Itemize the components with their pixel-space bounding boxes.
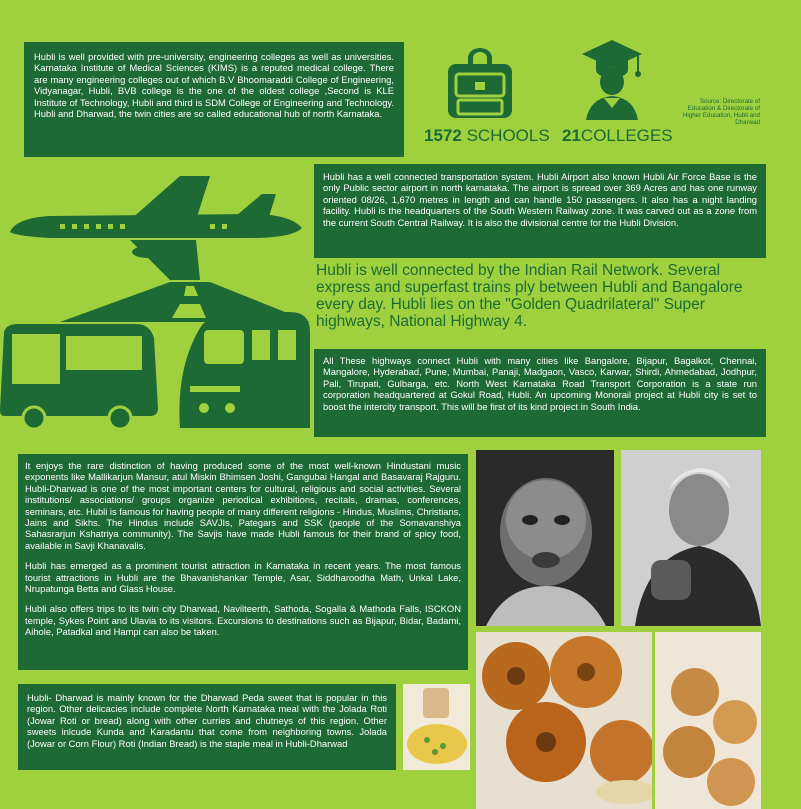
- food-text-box: [18, 684, 396, 770]
- highway-paragraph: All These highways connect Hubli with many cities like Bangalore, Bijapur, Bagalkot, Chennai, Mangalore, Hyderabad, Pune, Mumbai, Panaji, Madgaon, Vasco, Karwar, Shirdi, Ahmedabad, Jodhpur, Pali, Tirupati, Gulbarga, etc. North West Karnataka Road Transport Corporation is a state run corporation headquartered at Gokul Road, Hubli. An upcoming Monorail project at Hubli city is set to boost the intercity transport. This will be first of its kind project in South India.: [323, 355, 757, 412]
- colleges-count: 21: [562, 126, 581, 145]
- colleges-stat: [562, 126, 673, 146]
- airport-paragraph: Hubli has a well connected transportation system. Hubli Airport also known Hubli Air Force Base is the only Public sector airport in north karnataka. The airport is spread over 369 Acres and has one runway oriented 08/26, 1,670 metres in length and can handle 150 passengers. It also has a night landing facility. Hubli is the headquarters of the South Western Railway zone. It was carved out as a zone from the current South Central Railway. It is also the divisional centre for the Hubli Division.: [323, 171, 757, 228]
- rail-headline: Hubli is well connected by the Indian Rail Network. Several express and superfast trains ply between Hubli and Bangalore every day. Hubli lies on the "Golden Quadrilateral" Super highways, National Highway 4.: [316, 262, 743, 330]
- musician-portrait-1: [476, 450, 614, 626]
- peda-sweets-photo: [655, 632, 761, 809]
- schools-stat: [424, 126, 550, 146]
- highway-text-box: [314, 349, 766, 437]
- source-note: Source: Directorate of Education & Directorate of Higher Education, Hubli and Dharwad: [682, 98, 760, 126]
- airport-text-box: [314, 164, 766, 258]
- bus-icon: [0, 322, 160, 430]
- graduate-icon: [580, 38, 644, 120]
- schools-label: SCHOOLS: [466, 126, 550, 145]
- culture-paragraph-3: Hubli also offers trips to its twin city Dharwad, Navilteerth, Sathoda, Sogalla & Mathoda Falls, ISCKON temple, Sykes Point and Ulavia to its visitors. Excursions to destinations such as Bijapur, Bidar, Badami, Aihole, Patadkal and Hampi can also be taken.: [25, 603, 461, 638]
- culture-paragraph-1: It enjoys the rare distinction of having produced some of the most well-known Hindustani music exponents like Mallikarjun Mansur, atul Miskin Bhimsen Joshi, Gangubai Hangal and Basavaraj Rajguru. Hubli-Dharwad is one of the most important centers for cultural, religious and social activities. Several institutions/ associations/ groups organize periodical exhibitions, recitals, dramas, conferences, seminars, etc. Hubli is famous for having people of many different religions - Hindus, Muslims, Christians, Jains and Sikhs. The Hindus include SAVJIs, Pategars and SSK (people of the Somavanshiya Sahasrarjun Kshatriya community). The Savjis have made Hubli famous for their brand of spicy food, available in Savji Khanavalis.: [25, 460, 461, 551]
- train-icon: [160, 310, 310, 432]
- education-paragraph: Hubli is well provided with pre-university, engineering colleges as well as universities. Karnataka Institute of Medical Sciences (KIMS) is a reputed medical college. There are many engineering colleges out of which B.V Bhoomaraddi College of Engineering, Vidyanagar, Hubli, BVB college is the one of the oldest college ,Second is KLE Institute of Technology, Hubli and third is SDM College of Engineering and Technology. Hubli and Dharwad, the twin cities are so called educational hub of north Karnataka.: [34, 51, 394, 120]
- schools-count: 1572: [424, 126, 462, 145]
- education-text-box: [24, 42, 404, 157]
- vada-plate-photo: [476, 632, 652, 809]
- poha-snack-photo: [403, 684, 470, 770]
- school-bag-icon: [444, 46, 516, 120]
- colleges-label: COLLEGES: [580, 126, 673, 145]
- culture-paragraph-2: Hubli has emerged as a prominent tourist attraction in Karnataka in recent years. The most famous tourist attractions in Hubli are the Bhavanishankar Temple, Asar, Siddharoodha Math, Unkal Lake, Nrupatunga Betta and Glass House.: [25, 560, 461, 595]
- food-paragraph: Hubli- Dharwad is mainly known for the Dharwad Peda sweet that is popular in this region. Other delicacies include complete North Karnataka meal with the Jolada Roti (Jowar Roti or bread) along with other curries and chutneys of this region. Other sweets inlcude Kunda and Karadantu that come from neighboring towns. Jolada (Jowar or Corn Flour) Roti (Indian Bread) is the staple meal in Hubli-Dharwad: [27, 692, 387, 749]
- airplane-icon: [0, 172, 312, 284]
- culture-text-box: [18, 454, 468, 670]
- musician-portrait-2: [621, 450, 761, 626]
